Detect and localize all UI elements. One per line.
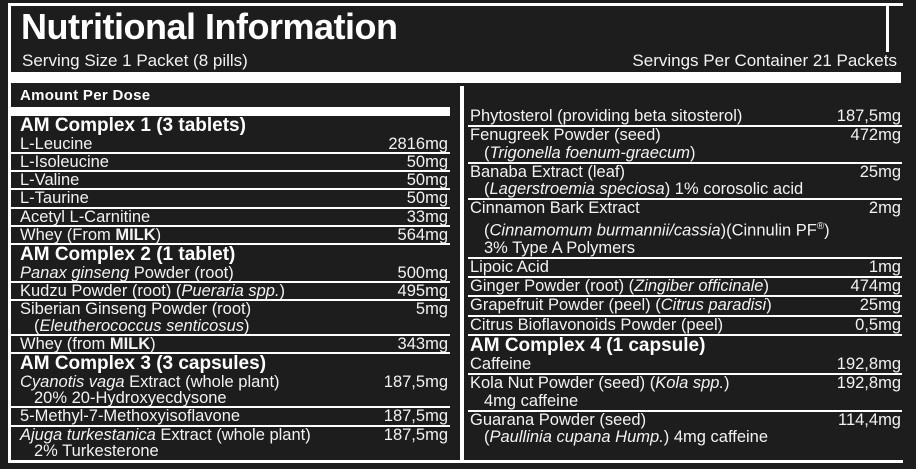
ingredient-text-segment: Ajuga turkestanica (20, 425, 156, 444)
ingredient-name (470, 127, 661, 144)
ingredient-amount: 192,8mg (836, 355, 901, 374)
ingredient-text-segment: Citrus Bioflavonoids Powder (peel) (470, 315, 724, 334)
ingredient-amount: 2816mg (388, 134, 448, 153)
ingredient-row (468, 356, 902, 375)
ingredient-name (20, 427, 311, 443)
ingredient-name (470, 200, 640, 217)
border-bottom-line (8, 460, 903, 463)
ingredient-line (10, 154, 450, 170)
ingredient-line (468, 164, 902, 181)
ingredient-line (10, 136, 450, 152)
ingredient-row (468, 259, 902, 278)
ingredient-line (10, 374, 450, 390)
ingredient-line (468, 200, 902, 217)
ingredient-name (470, 278, 769, 295)
servings-per-container-text: Servings Per Container 21 Packets (632, 51, 897, 70)
ingredient-row (468, 278, 902, 297)
ingredient-row (468, 297, 902, 316)
ingredient-line (10, 190, 450, 206)
ingredient-text-segment: Kudzu Powder (root) ( (20, 282, 182, 301)
ingredient-name (20, 154, 109, 170)
ingredient-row (468, 375, 902, 412)
ingredient-text-segment: Guarana Powder (seed) (470, 410, 647, 429)
ingredient-subline (10, 390, 450, 406)
ingredient-text-segment: Whey (from (20, 334, 110, 353)
ingredient-name (20, 190, 89, 206)
ingredient-row (468, 164, 902, 201)
ingredient-text-segment: Cinnamon Bark Extract (470, 199, 640, 218)
ingredient-amount: 114,4mg (838, 410, 901, 429)
ingredient-text-segment: ) (690, 143, 696, 162)
ingredient-row (10, 427, 450, 460)
ingredient-row (10, 209, 450, 227)
ingredient-amount: 0,5mg (855, 315, 901, 334)
ingredient-text-segment: MILK (109, 334, 151, 353)
ingredient-name (470, 164, 625, 181)
ingredient-text-segment: L-Leucine (20, 134, 93, 153)
ingredient-text-segment: L-Taurine (20, 189, 89, 208)
ingredient-row (10, 408, 450, 426)
ingredient-text-segment: L-Isoleucine (20, 152, 109, 171)
ingredient-text-segment: ) 4mg caffeine (663, 428, 769, 447)
ingredient-subline (10, 443, 450, 459)
ingredient-amount: 50mg (406, 189, 448, 208)
ingredient-name (20, 227, 161, 243)
ingredient-text-segment: Lagerstroemia speciosa (489, 180, 665, 199)
ingredient-row (10, 336, 450, 354)
ingredient-text-segment: ( (484, 428, 490, 447)
ingredient-amount: 187,5mg (383, 372, 448, 391)
ingredient-row (10, 136, 450, 154)
ingredient-text-segment: 20% 20-Hydroxyecdysone (34, 389, 227, 408)
ingredient-text-segment: ( (484, 143, 490, 162)
ingredient-row (10, 283, 450, 301)
ingredient-text-segment: Ginger Powder (root) ( (470, 277, 635, 296)
ingredient-row (10, 227, 450, 245)
ingredient-row (468, 200, 902, 258)
ingredient-text-segment: Caffeine (470, 355, 532, 374)
ingredient-line (468, 259, 902, 276)
ingredient-subline (468, 145, 902, 162)
ingredient-line (468, 412, 902, 429)
ingredient-amount: 25mg (859, 296, 901, 315)
ingredient-amount: 50mg (406, 152, 448, 171)
ingredient-line (10, 427, 450, 443)
ingredient-text-segment: ) 1% corosolic acid (664, 180, 804, 199)
ingredient-text-segment: ) (763, 277, 769, 296)
ingredient-text-segment: L-Valine (20, 171, 80, 190)
ingredient-row (10, 154, 450, 172)
ingredient-text-segment: Kola spp. (655, 374, 725, 393)
ingredient-text-segment: ) (155, 225, 162, 244)
ingredient-row (10, 190, 450, 208)
ingredient-text-segment: 3% Type A Polymers (484, 238, 636, 257)
ingredient-text-segment: Cyanotis vaga (20, 372, 125, 391)
ingredient-line (468, 356, 902, 373)
ingredient-name (470, 375, 730, 392)
ingredient-amount: 472mg (850, 126, 901, 145)
ingredient-text-segment: Whey (From (20, 225, 116, 244)
ingredient-amount: 564mg (397, 225, 448, 244)
ingredient-line (10, 209, 450, 225)
ingredient-amount: 474mg (850, 277, 901, 296)
ingredient-row (468, 412, 902, 447)
ingredient-name (20, 374, 280, 390)
ingredient-amount: 500mg (397, 263, 448, 282)
ingredient-name (20, 209, 150, 225)
complex-header: AM Complex 2 (1 tablet) (20, 244, 236, 266)
ingredient-amount: 187,5mg (836, 107, 901, 125)
ingredient-amount: 187,5mg (383, 407, 448, 426)
ingredient-text-segment: ( (34, 316, 40, 335)
column-right (468, 108, 902, 447)
ingredient-row (10, 374, 450, 409)
ingredient-name (20, 265, 234, 281)
complex-header: AM Complex 1 (3 tablets) (20, 115, 246, 136)
ingredient-text-segment: ( (484, 221, 490, 240)
ingredient-subline (468, 218, 902, 240)
ingredient-line (468, 127, 902, 144)
ingredient-text-segment: )(Cinnulin PF (720, 221, 817, 240)
ingredient-amount: 5mg (415, 300, 448, 319)
ingredient-amount: 343mg (397, 334, 448, 353)
ingredient-name (470, 412, 646, 429)
ingredient-row (468, 108, 902, 127)
page-title: Nutritional Information (21, 6, 398, 47)
ingredient-name (20, 408, 240, 424)
column-left (10, 86, 450, 459)
ingredient-name (20, 301, 251, 317)
ingredient-text-segment: ( (484, 180, 490, 199)
ingredient-line (10, 172, 450, 188)
ingredient-text-segment: Panax ginseng (20, 263, 130, 282)
ingredient-text-segment: Citrus paradisi (660, 296, 767, 315)
border-right-stub-line (886, 3, 889, 52)
ingredient-text-segment: Zingiber officinale (634, 277, 764, 296)
ingredient-line (468, 278, 902, 295)
amount-per-dose-label: Amount Per Dose (20, 87, 151, 104)
ingredient-amount: 495mg (397, 282, 448, 301)
ingredient-subline (468, 429, 902, 446)
ingredient-row (468, 127, 902, 164)
ingredient-line (10, 265, 450, 281)
ingredient-amount: 2mg (868, 199, 901, 218)
ingredient-line (468, 317, 902, 334)
ingredient-text-segment: ) (244, 316, 250, 335)
ingredient-name (470, 317, 723, 334)
ingredient-text-segment: Extract (whole plant) (124, 372, 280, 391)
ingredient-name (470, 259, 549, 276)
ingredient-amount: 192,8mg (836, 374, 901, 393)
ingredient-line (468, 108, 902, 125)
ingredient-row (10, 265, 450, 283)
ingredient-line (10, 301, 450, 317)
ingredient-text-segment: Acetyl L-Carnitine (20, 207, 151, 226)
ingredient-text-segment: ) (279, 282, 286, 301)
ingredient-text-segment: ® (816, 220, 825, 232)
ingredient-subline (468, 393, 902, 410)
column-divider-line (460, 86, 464, 462)
ingredient-text-segment: Powder (root) (129, 263, 234, 282)
ingredient-subline (468, 181, 902, 198)
ingredient-name (470, 108, 742, 125)
ingredient-amount: 187,5mg (383, 425, 448, 444)
ingredient-text-segment: Fenugreek Powder (seed) (470, 126, 661, 145)
ingredient-text-segment: Eleutherococcus senticosus (39, 316, 245, 335)
ingredient-text-segment: Extract (whole plant) (155, 425, 311, 444)
ingredient-text-segment: Siberian Ginseng Powder (root) (20, 300, 252, 319)
ingredient-amount: 25mg (859, 162, 901, 181)
ingredient-line (468, 297, 902, 314)
ingredient-text-segment: Kola Nut Powder (seed) ( (470, 374, 656, 393)
ingredient-row (468, 317, 902, 336)
ingredient-text-segment: 5-Methyl-7-Methoxyisoflavone (20, 407, 241, 426)
ingredient-text-segment: Trigonella foenum-graecum (489, 143, 691, 162)
ingredient-text-segment: ) (150, 334, 156, 353)
ingredient-text-segment: ) (824, 221, 830, 240)
ingredient-subline (468, 240, 902, 257)
ingredient-row (10, 172, 450, 190)
ingredient-text-segment: 2% Turkesterone (34, 441, 159, 460)
ingredient-subline (10, 318, 450, 334)
ingredient-text-segment: Phytosterol (providing beta sitosterol) (470, 107, 743, 125)
ingredient-amount: 50mg (406, 171, 448, 190)
ingredient-name (20, 336, 156, 352)
ingredient-name (20, 283, 285, 299)
ingredient-list-left (10, 116, 450, 459)
ingredient-amount: 33mg (406, 207, 448, 226)
ingredient-text-segment: MILK (115, 225, 156, 244)
ingredient-line (10, 408, 450, 424)
ingredient-text-segment: ) (766, 296, 772, 315)
ingredient-text-segment: Lipoic Acid (470, 257, 549, 276)
ingredient-line (10, 283, 450, 299)
ingredient-amount: 1mg (868, 257, 901, 276)
complex-header: AM Complex 3 (3 capsules) (20, 353, 267, 375)
complex-header: AM Complex 4 (1 capsule) (470, 335, 706, 357)
ingredient-text-segment: Paullinia cupana Hump. (489, 428, 664, 447)
serving-divider-bar (10, 72, 901, 83)
ingredient-text-segment: 4mg caffeine (484, 391, 579, 410)
ingredient-line (10, 336, 450, 352)
ingredient-line (468, 375, 902, 392)
ingredient-text-segment: Cinnamomum burmannii/cassia (489, 221, 721, 240)
ingredient-text-segment: ) (724, 374, 730, 393)
ingredient-line (10, 227, 450, 243)
ingredient-text-segment: Grapefruit Powder (peel) ( (470, 296, 661, 315)
ingredient-list-right (468, 108, 902, 447)
ingredient-text-segment: Pueraria spp. (181, 282, 280, 301)
ingredient-name (470, 356, 531, 373)
ingredient-row (10, 301, 450, 336)
ingredient-name (470, 297, 772, 314)
ingredient-name (20, 136, 92, 152)
serving-size-text: Serving Size 1 Packet (8 pills) (22, 51, 248, 70)
ingredient-name (20, 172, 79, 188)
ingredient-text-segment: Banaba Extract (leaf) (470, 162, 625, 181)
